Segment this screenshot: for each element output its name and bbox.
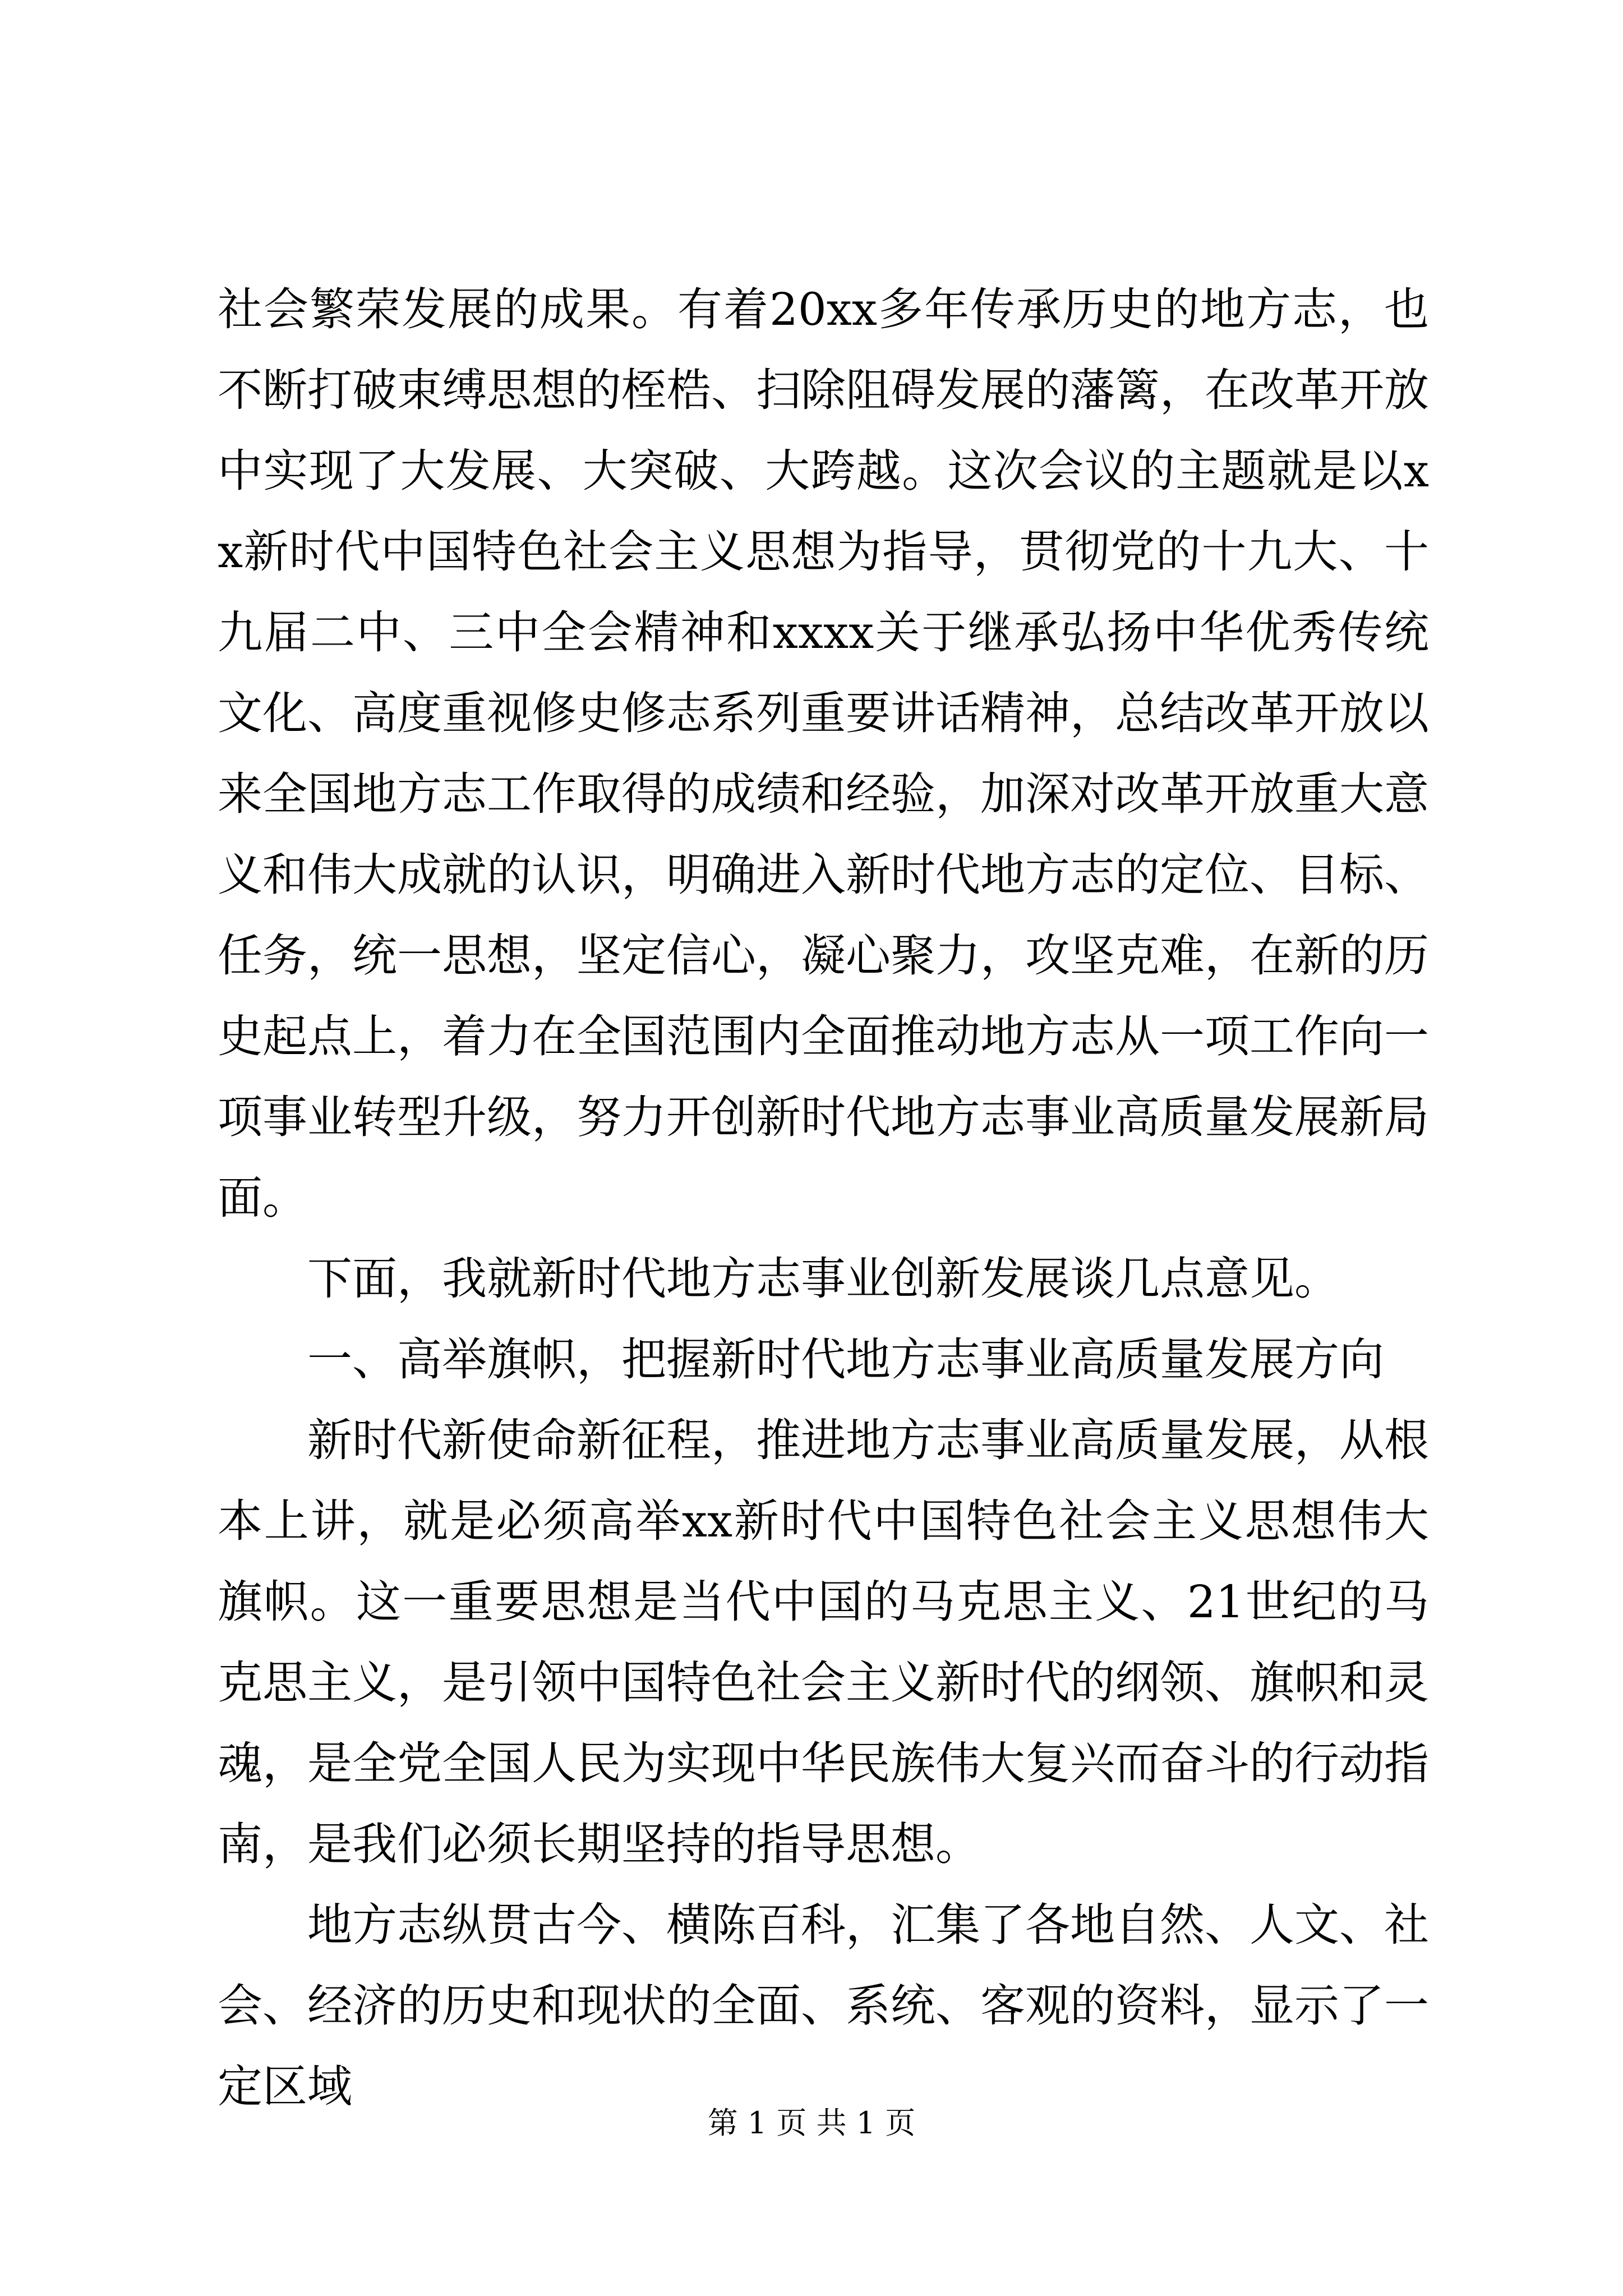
paragraph-1: 社会繁荣发展的成果。有着20xx多年传承历史的地方志，也不断打破束缚思想的桎梏、扫除阻碍发展的藩篱，在改革开放中实现了大发展、大突破、大跨越。这次会议的主题就是以xx新时代中国特色社会主义思想为指导，贯彻党的十九大、十九届二中、三中全会精神和xxxx关于继承弘扬中华优秀传统文化、高度重视修史修志系列重要讲话精神，总结改革开放以来全国地方志工作取得的成绩和经验，加深对改革开放重大意义和伟大成就的认识，明确进入新时代地方志的定位、目标、任务，统一思想，坚定信心，凝心聚力，攻坚克难，在新的历史起点上，着力在全国范围内全面推动地方志从一项工作向一项事业转型升级，努力开创新时代地方志事业高质量发展新局面。 <box>218 283 1429 1224</box>
paragraph-4: 地方志纵贯古今、横陈百科，汇集了各地自然、人文、社会、经济的历史和现状的全面、系统、客观的资料，显示了一定区域 <box>218 1899 1429 2113</box>
paragraph-3: 新时代新使命新征程，推进地方志事业高质量发展，从根本上讲，就是必须高举xx新时代中国特色社会主义思想伟大旗帜。这一重要思想是当代中国的马克思主义、21世纪的马克思主义，是引领中国特色社会主义新时代的纲领、旗帜和灵魂，是全党全国人民为实现中华民族伟大复兴而奋斗的行动指南，是我们必须长期坚持的指导思想。 <box>218 1414 1429 1870</box>
body-text <box>218 269 1429 2127</box>
section-heading-1: 一、高举旗帜，把握新时代地方志事业高质量发展方向 <box>307 1333 1384 1386</box>
page-footer: 第 1 页 共 1 页 <box>707 2105 916 2141</box>
paragraph-2: 下面，我就新时代地方志事业创新发展谈几点意见。 <box>307 1253 1339 1305</box>
